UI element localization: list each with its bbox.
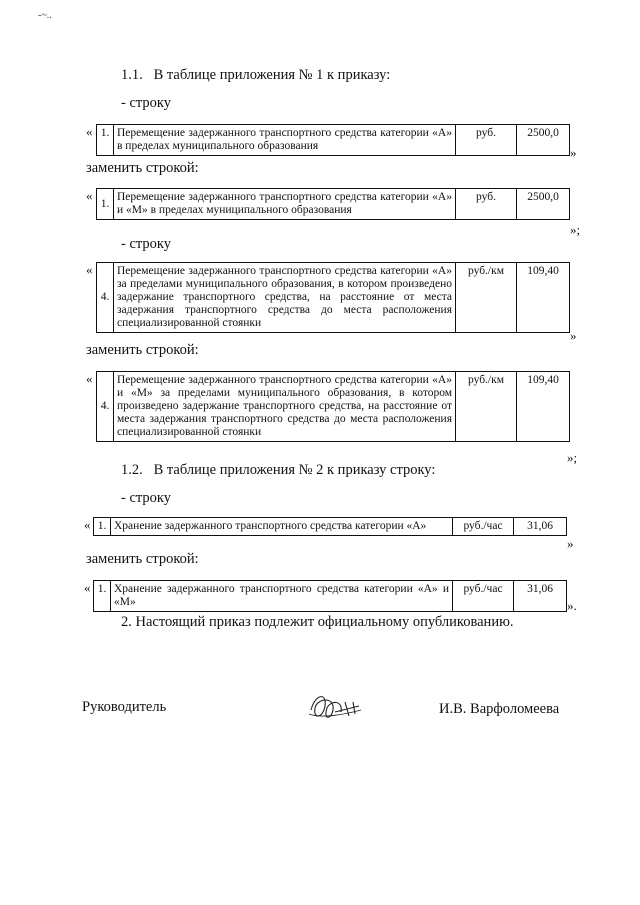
row-number: 1. xyxy=(97,125,114,156)
table-2 xyxy=(96,188,570,220)
table-row xyxy=(94,581,567,612)
signer-title: Руководитель xyxy=(82,699,167,715)
close-quote-2: »; xyxy=(570,222,581,237)
close-quote-6: ». xyxy=(567,598,577,613)
row-unit: руб./км xyxy=(456,263,517,333)
open-quote-3: « xyxy=(86,262,93,277)
stroku-label-3: - строку xyxy=(121,490,171,506)
table-row xyxy=(97,125,570,156)
row-number: 4. xyxy=(97,372,114,442)
row-number: 4. xyxy=(97,263,114,333)
row-number: 1. xyxy=(94,518,111,536)
stroku-label-1: - строку xyxy=(121,95,171,111)
row-description: Перемещение задержанного транспортного средства категории «А» и «М» за пределами муниципального образования, в котором произведено задержание транспортного средства, на расстояние от места задержания транспортного средства до места расположения специализированной стоянки xyxy=(114,372,456,442)
close-quote-5: » xyxy=(567,536,574,551)
row-value: 109,40 xyxy=(517,372,570,442)
replace-label-3: заменить строкой: xyxy=(86,551,199,567)
open-quote-4: « xyxy=(86,371,93,386)
close-quote-4: »; xyxy=(567,450,578,465)
row-value: 31,06 xyxy=(514,581,567,612)
close-quote-1: » xyxy=(570,145,577,160)
table-5 xyxy=(93,517,567,536)
row-unit: руб. xyxy=(456,125,517,156)
table-row xyxy=(94,518,567,536)
table-row xyxy=(97,263,570,333)
row-description: Перемещение задержанного транспортного средства категории «А» и «М» в пределах муниципального образования xyxy=(114,189,456,220)
item-1-1: 1.1. В таблице приложения № 1 к приказу: xyxy=(121,67,391,83)
row-unit: руб./час xyxy=(453,581,514,612)
row-unit: руб./час xyxy=(453,518,514,536)
corner-mark: -~.. xyxy=(38,10,52,21)
item-2: 2. Настоящий приказ подлежит официальному опубликованию. xyxy=(121,614,514,630)
close-quote-3: » xyxy=(570,328,577,343)
row-number: 1. xyxy=(97,189,114,220)
open-quote-6: « xyxy=(84,580,91,595)
item-1-2: 1.2. В таблице приложения № 2 к приказу строку: xyxy=(121,462,436,478)
row-description: Хранение задержанного транспортного средства категории «А» и «М» xyxy=(111,581,453,612)
row-value: 2500,0 xyxy=(517,189,570,220)
row-number: 1. xyxy=(94,581,111,612)
row-unit: руб. xyxy=(456,189,517,220)
open-quote-5: « xyxy=(84,517,91,532)
row-value: 2500,0 xyxy=(517,125,570,156)
table-row xyxy=(97,372,570,442)
table-1 xyxy=(96,124,570,156)
table-6 xyxy=(93,580,567,612)
replace-label-1: заменить строкой: xyxy=(86,160,199,176)
table-row xyxy=(97,189,570,220)
open-quote-1: « xyxy=(86,124,93,139)
signature-icon xyxy=(305,690,365,726)
row-description: Хранение задержанного транспортного средства категории «А» xyxy=(111,518,453,536)
row-value: 31,06 xyxy=(514,518,567,536)
row-description: Перемещение задержанного транспортного средства категории «А» в пределах муниципального образования xyxy=(114,125,456,156)
open-quote-2: « xyxy=(86,188,93,203)
row-unit: руб./км xyxy=(456,372,517,442)
replace-label-2: заменить строкой: xyxy=(86,342,199,358)
row-value: 109,40 xyxy=(517,263,570,333)
table-4 xyxy=(96,371,570,442)
table-3 xyxy=(96,262,570,333)
row-description: Перемещение задержанного транспортного средства категории «А» за пределами муниципального образования, в котором произведено задержание транспортного средства, на расстояние от места задержания транспортного средства до места расположения специализированной стоянки xyxy=(114,263,456,333)
stroku-label-2: - строку xyxy=(121,236,171,252)
signer-name: И.В. Варфоломеева xyxy=(439,701,560,717)
